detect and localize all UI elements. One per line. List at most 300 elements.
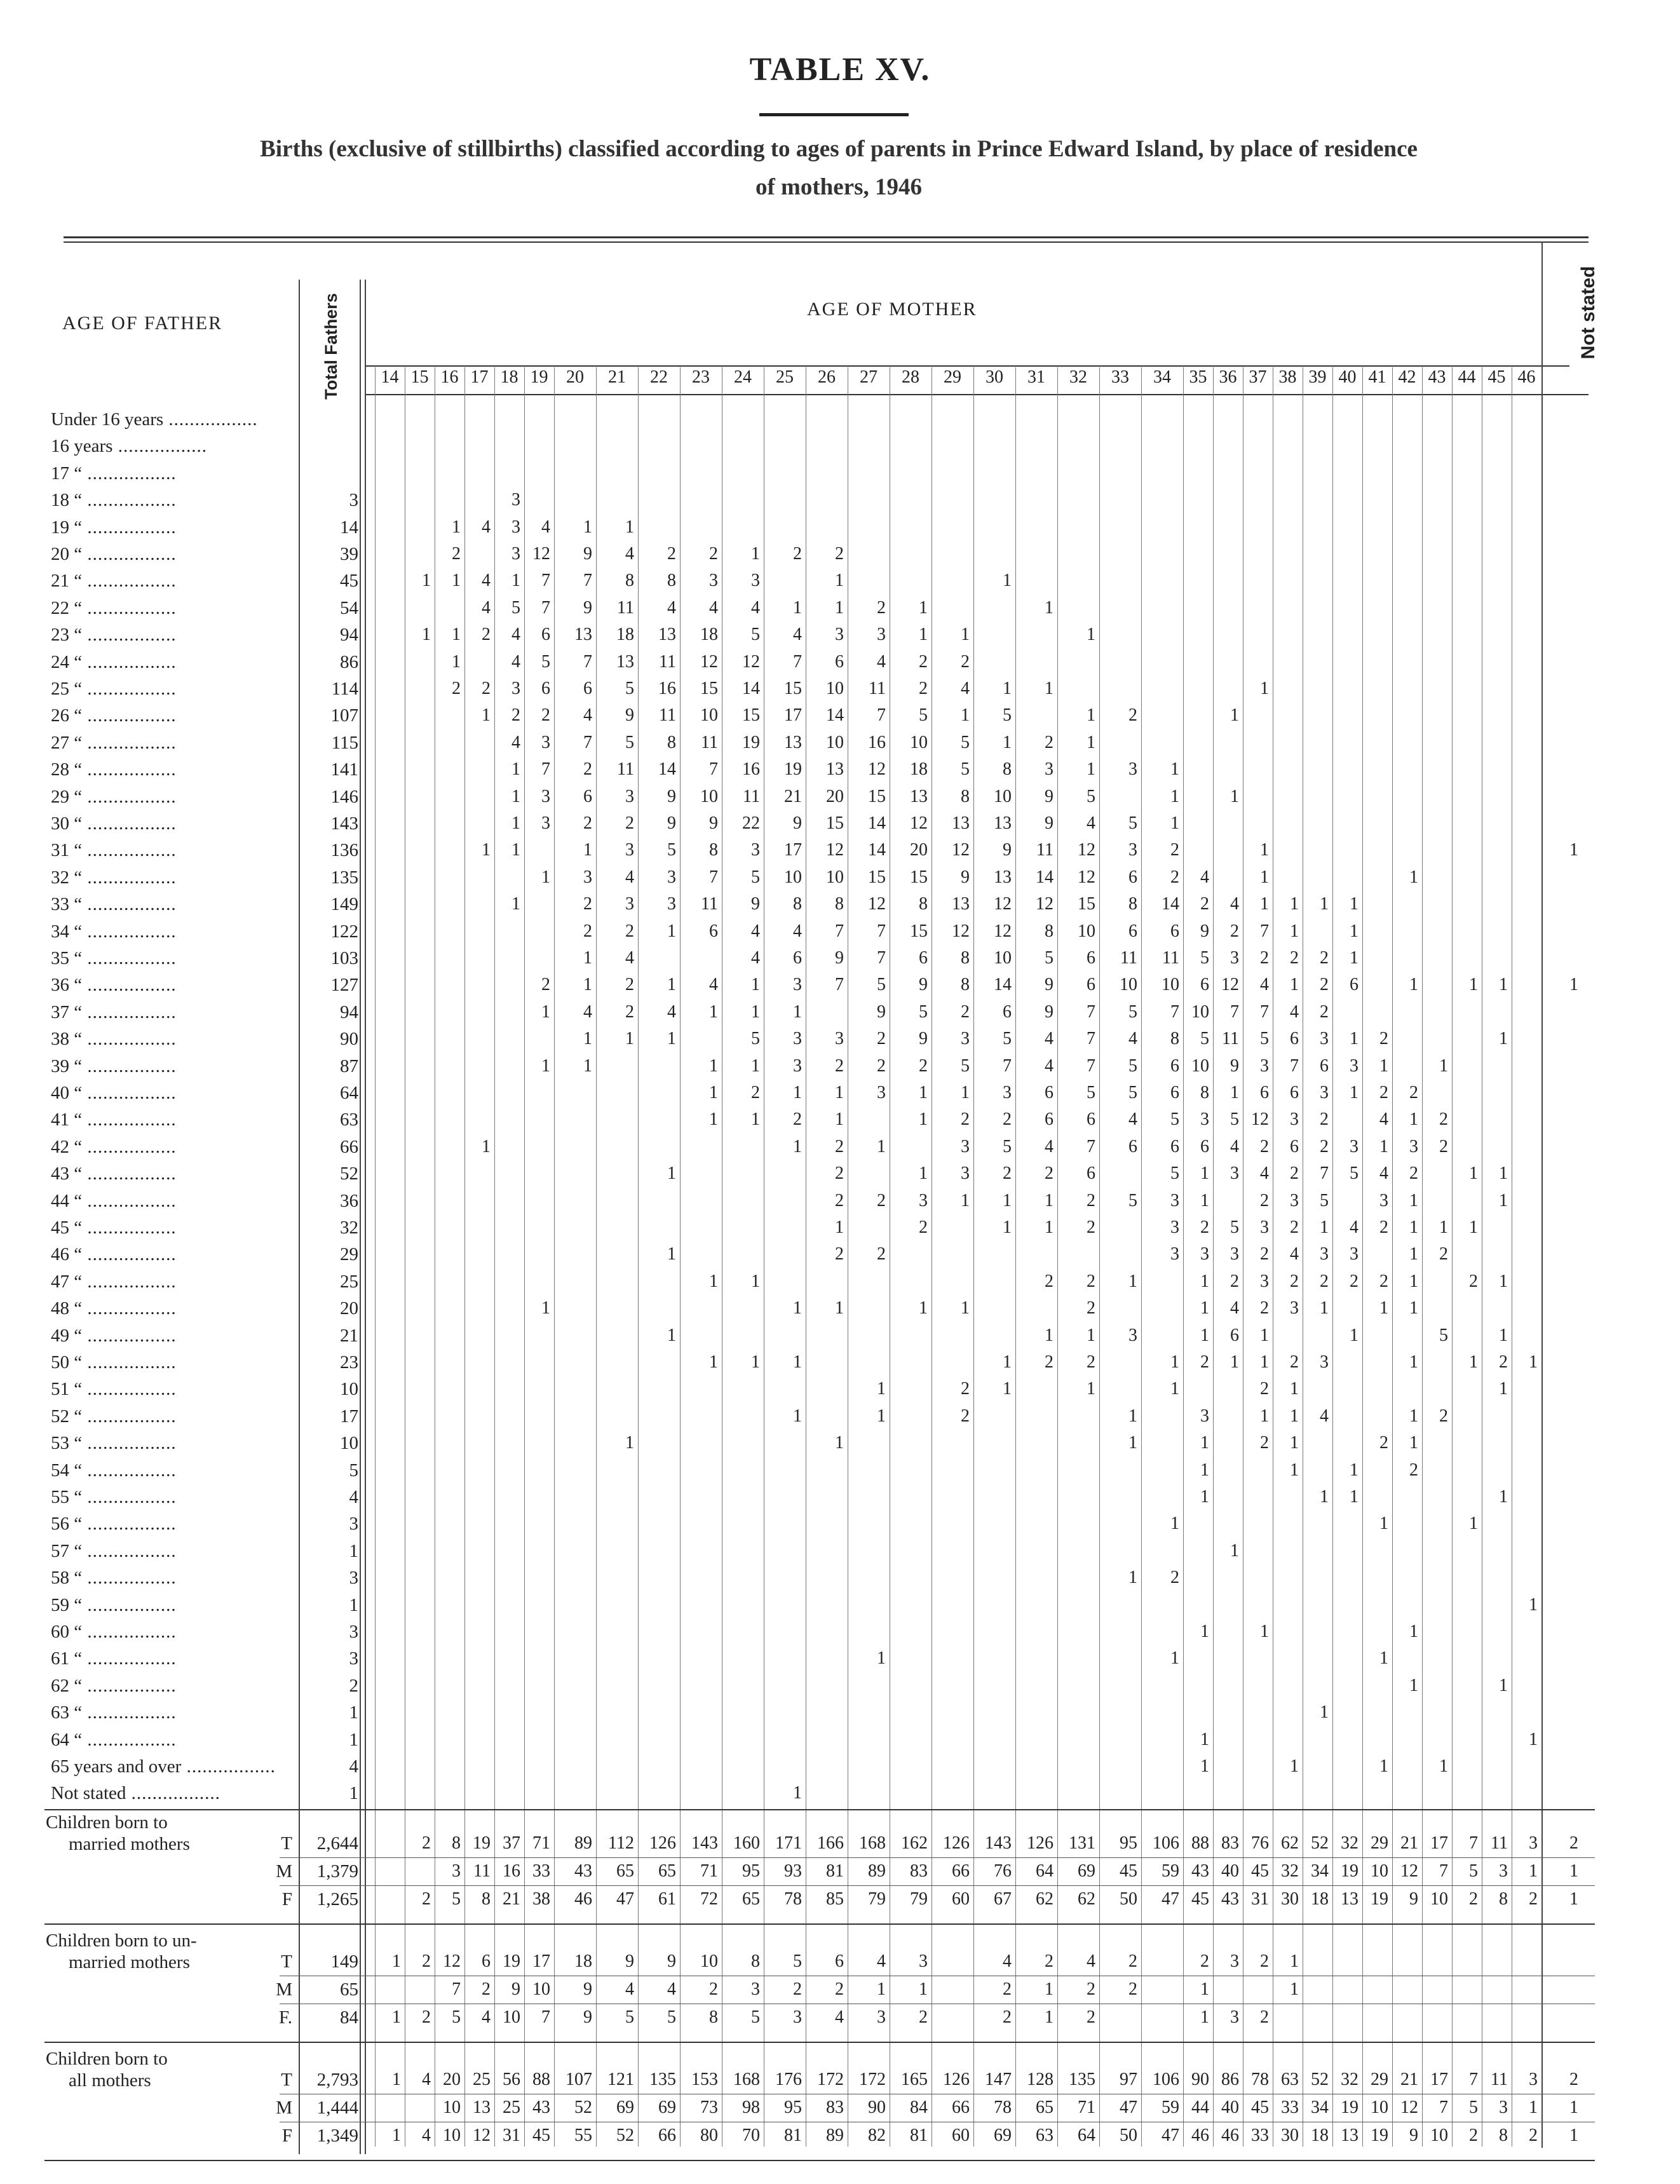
- table-cell: 14: [658, 759, 676, 780]
- table-cell: 6: [835, 651, 844, 672]
- table-cell: 95: [784, 2097, 802, 2117]
- leader-dots: .................: [82, 1029, 177, 1050]
- table-cell: 2: [877, 1055, 886, 1076]
- table-cell: 12: [1400, 1861, 1418, 1881]
- table-cell: 3: [1128, 759, 1137, 780]
- total-fathers-cell: 14: [340, 517, 358, 538]
- table-cell: 1: [1170, 1379, 1179, 1399]
- table-cell: 2: [919, 651, 928, 672]
- table-cell: 2: [625, 975, 634, 995]
- table-cell: 2: [541, 705, 550, 726]
- table-cell: 1: [1379, 1648, 1388, 1669]
- table-cell: 2: [1469, 1889, 1478, 1909]
- table-cell: 5: [452, 1889, 461, 1909]
- table-cell: 9: [583, 597, 592, 618]
- table-cell: 2: [1200, 1217, 1209, 1237]
- table-cell-not-stated: 1: [1569, 2097, 1578, 2117]
- father-age-text: 39 “: [51, 1055, 83, 1076]
- table-cell: 8: [667, 571, 676, 591]
- table-cell: 79: [910, 1889, 928, 1909]
- table-cell: 2: [1439, 1109, 1448, 1130]
- table-cell: 1: [1350, 921, 1358, 941]
- table-cell: 10: [1430, 1889, 1448, 1909]
- table-cell: 15: [700, 679, 718, 698]
- table-cell: 10: [443, 2125, 461, 2145]
- table-cell: 1: [751, 1109, 760, 1130]
- table-cell: 9: [919, 975, 928, 995]
- father-age-text: 54 “: [51, 1460, 83, 1481]
- table-cell: 3: [709, 571, 718, 591]
- table-cell: 5: [667, 840, 676, 860]
- mother-age-col-header: 29: [944, 367, 961, 387]
- table-cell: 131: [1069, 1833, 1095, 1853]
- table-cell: 1: [877, 1979, 886, 1999]
- leader-dots: .................: [82, 1514, 177, 1535]
- table-cell: 4: [1200, 867, 1209, 887]
- table-cell: 168: [733, 2069, 760, 2089]
- total-fathers-cell: 1: [349, 1729, 358, 1750]
- table-cell: 1: [625, 517, 634, 537]
- table-cell: 4: [482, 571, 491, 591]
- table-cell: 65: [1036, 2097, 1053, 2117]
- table-cell: 2: [1320, 948, 1329, 968]
- father-age-label: [51, 676, 299, 702]
- table-cell: 3: [751, 840, 760, 860]
- table-cell: 1: [667, 1325, 676, 1345]
- table-cell: 83: [1221, 1833, 1239, 1853]
- table-cell: 2: [751, 1083, 760, 1102]
- table-title: TABLE XV.: [749, 51, 931, 88]
- father-age-text: 65 years and over: [51, 1756, 182, 1777]
- table-cell: 1: [1200, 2007, 1209, 2027]
- table-cell: 1: [1290, 1379, 1299, 1399]
- table-cell: 1: [1045, 597, 1053, 618]
- table-cell: 1: [1003, 1190, 1012, 1211]
- table-cell: 16: [868, 732, 886, 752]
- table-cell: 2: [1379, 1433, 1388, 1453]
- total-fathers-cell: 135: [330, 867, 358, 888]
- table-cell: 11: [701, 894, 718, 914]
- table-cell: 9: [667, 786, 676, 806]
- table-cell: 1: [1320, 1217, 1329, 1237]
- table-cell: 2: [793, 544, 802, 564]
- table-cell: 2: [961, 1109, 970, 1130]
- father-age-text: 51 “: [51, 1379, 83, 1400]
- leader-dots: .................: [82, 894, 177, 915]
- mother-age-col-header: 40: [1338, 367, 1357, 387]
- table-cell: 6: [1350, 975, 1358, 995]
- table-cell: 1: [1087, 1325, 1095, 1345]
- table-cell: 3: [1529, 2069, 1538, 2089]
- table-cell: 4: [709, 975, 718, 995]
- table-cell: 2: [919, 679, 928, 698]
- table-cell: 6: [1045, 1109, 1053, 1130]
- table-cell: 2: [422, 1951, 431, 1971]
- table-cell: 1: [1409, 1675, 1418, 1695]
- total-fathers-cell: 141: [330, 759, 358, 780]
- table-cell: 7: [452, 1979, 461, 1999]
- table-cell: 62: [1281, 1833, 1299, 1853]
- table-cell: 2: [667, 544, 676, 564]
- table-cell: 5: [1200, 948, 1209, 968]
- table-cell: 3: [541, 813, 550, 833]
- table-cell: 3: [625, 786, 634, 806]
- table-cell: 12: [1036, 894, 1053, 914]
- total-fathers-cell: 115: [331, 732, 358, 753]
- table-cell: 1: [1170, 759, 1179, 780]
- father-age-label: [51, 1538, 299, 1564]
- table-cell: 1: [1379, 1756, 1388, 1776]
- table-cell: 1: [667, 975, 676, 995]
- table-cell: 2: [625, 921, 634, 941]
- table-cell: 13: [616, 651, 634, 672]
- table-cell: 2: [835, 1979, 844, 1999]
- table-cell: 9: [709, 813, 718, 833]
- table-cell: 9: [751, 894, 760, 914]
- table-cell: 135: [1069, 2069, 1095, 2089]
- table-cell: 8: [667, 732, 676, 752]
- mother-age-col-header: 23: [692, 367, 710, 387]
- table-cell: 3: [1320, 1083, 1329, 1102]
- table-cell: 1: [392, 2069, 401, 2089]
- table-cell: 162: [901, 1833, 928, 1853]
- table-cell: 17: [1430, 2069, 1448, 2089]
- table-cell: 1: [1409, 1190, 1418, 1211]
- table-cell: 2: [919, 1217, 928, 1237]
- sex-code: F: [281, 1889, 292, 1909]
- table-cell: 4: [625, 544, 634, 564]
- table-cell: 1: [961, 1083, 970, 1102]
- table-cell: 6: [709, 921, 718, 941]
- table-cell: 2: [1290, 1163, 1299, 1184]
- father-age-label: [51, 1754, 299, 1779]
- table-cell: 2: [835, 1136, 844, 1156]
- table-cell: 15: [826, 813, 844, 833]
- total-fathers-cell: 87: [340, 1055, 358, 1076]
- total-fathers-cell: 3: [349, 1648, 358, 1669]
- table-cell: 4: [877, 651, 886, 672]
- table-cell: 6: [1087, 975, 1095, 995]
- table-cell: 1: [511, 571, 520, 591]
- table-cell: 4: [511, 651, 520, 672]
- table-cell: 6: [1290, 1083, 1299, 1102]
- table-cell: 12: [1078, 867, 1095, 887]
- leader-dots: .................: [82, 867, 177, 888]
- father-age-text: 43 “: [51, 1163, 83, 1184]
- father-age-text: 60 “: [51, 1622, 83, 1642]
- father-age-text: 41 “: [51, 1109, 83, 1130]
- table-cell: 8: [919, 894, 928, 914]
- table-cell: 34: [1311, 1861, 1329, 1881]
- table-cell: 9: [625, 1951, 634, 1971]
- table-cell: 1: [709, 1055, 718, 1076]
- father-age-label: [51, 1404, 299, 1429]
- table-cell: 4: [625, 867, 634, 887]
- father-age-text: 37 “: [51, 1001, 83, 1022]
- group-label-line-2: married mothers: [69, 1833, 190, 1854]
- father-age-label: [51, 1592, 299, 1618]
- father-age-label: [51, 1700, 299, 1725]
- table-cell: 82: [868, 2125, 886, 2145]
- father-age-label: [51, 703, 299, 728]
- mother-age-col-header: 37: [1249, 367, 1267, 387]
- table-cell: 1: [1350, 1487, 1358, 1507]
- father-age-text: 49 “: [51, 1325, 83, 1346]
- total-fathers-cell: 20: [340, 1298, 358, 1319]
- table-cell: 1: [1260, 1622, 1269, 1641]
- table-cell: 7: [541, 571, 550, 591]
- table-cell: 5: [1128, 1083, 1137, 1102]
- table-cell: 9: [961, 867, 970, 887]
- table-cell: 2: [1409, 1163, 1418, 1184]
- table-cell: 10: [826, 679, 844, 698]
- table-cell: 1: [1350, 948, 1358, 968]
- table-cell: 3: [511, 679, 520, 698]
- table-cell: 32: [1281, 1861, 1299, 1881]
- father-age-label: [51, 515, 299, 540]
- table-cell: 1: [1260, 679, 1269, 698]
- mother-header-rule: [365, 365, 1569, 367]
- table-cell: 1: [751, 975, 760, 995]
- mother-age-col-header: 31: [1027, 367, 1045, 387]
- table-cell: 2: [877, 1029, 886, 1049]
- table-cell: 7: [1290, 1055, 1299, 1076]
- table-cell: 6: [919, 948, 928, 968]
- mother-age-col-header: 42: [1398, 367, 1416, 387]
- table-cell: 18: [700, 625, 718, 645]
- table-cell-not-stated: 1: [1569, 1889, 1578, 1909]
- table-cell: 14: [994, 975, 1012, 995]
- table-cell: 2: [1379, 1083, 1388, 1102]
- group-total-cell: 1,379: [316, 1861, 358, 1882]
- table-cell: 3: [667, 894, 676, 914]
- table-cell: 3: [1200, 1244, 1209, 1265]
- table-cell: 69: [1078, 1861, 1095, 1881]
- father-age-text: 50 “: [51, 1352, 83, 1373]
- father-age-label: [51, 649, 299, 675]
- leader-dots: .................: [163, 409, 258, 430]
- table-cell: 59: [1162, 1861, 1179, 1881]
- table-cell: 1: [482, 840, 491, 860]
- table-cell: 98: [742, 2097, 760, 2117]
- table-cell: 1: [877, 1379, 886, 1399]
- table-cell: 1: [1290, 1979, 1299, 1999]
- table-cell: 1: [541, 1055, 550, 1076]
- table-cell: 1: [1469, 1514, 1478, 1534]
- table-cell: 1: [667, 921, 676, 941]
- father-age-label: [51, 838, 299, 863]
- table-cell: 1: [625, 1433, 634, 1453]
- sex-code: M: [276, 1979, 292, 2000]
- table-cell: 2: [1170, 867, 1179, 887]
- table-cell: 2: [1087, 2007, 1095, 2027]
- table-cell: 2: [1045, 1352, 1053, 1372]
- table-cell: 2: [1230, 1271, 1239, 1291]
- table-cell: 66: [658, 2125, 676, 2145]
- table-cell: 2: [1170, 1568, 1179, 1588]
- table-cell: 1: [1230, 1352, 1239, 1372]
- table-cell: 8: [1128, 894, 1137, 914]
- table-cell: 47: [616, 1889, 634, 1909]
- mother-age-col-header: 28: [902, 367, 919, 387]
- mother-age-col-header: 38: [1278, 367, 1297, 387]
- table-cell: 4: [482, 597, 491, 618]
- table-cell: 5: [961, 732, 970, 752]
- table-cell: 3: [625, 894, 634, 914]
- table-cell: 33: [1251, 2125, 1269, 2145]
- table-cell: 40: [1221, 2097, 1239, 2117]
- table-cell: 3: [1320, 1352, 1329, 1372]
- father-age-label: [51, 1619, 299, 1645]
- table-cell: 2: [1003, 1109, 1012, 1130]
- father-age-label: [51, 1054, 299, 1079]
- table-cell: 1: [1200, 1729, 1209, 1749]
- table-cell: 70: [742, 2125, 760, 2145]
- father-age-label: [51, 1458, 299, 1483]
- table-cell: 2: [625, 1001, 634, 1022]
- table-cell: 1: [1128, 1568, 1137, 1588]
- table-cell: 1: [1045, 679, 1053, 698]
- table-cell: 4: [1230, 1298, 1239, 1319]
- total-fathers-cell: 25: [340, 1271, 358, 1292]
- table-cell-not-stated: 2: [1569, 1833, 1578, 1853]
- table-cell: 66: [952, 1861, 970, 1881]
- table-cell: 3: [877, 2007, 886, 2027]
- table-cell: 1: [1439, 1756, 1448, 1776]
- table-cell: 5: [1469, 2097, 1478, 2117]
- table-cell: 4: [1230, 1136, 1239, 1156]
- table-cell: 13: [658, 625, 676, 645]
- father-age-text: 40 “: [51, 1083, 83, 1103]
- table-cell: 1: [793, 1083, 802, 1102]
- table-cell: 4: [625, 948, 634, 968]
- father-age-label: [51, 811, 299, 836]
- table-cell-not-stated: 2: [1569, 2069, 1578, 2089]
- table-cell: 3: [1290, 1109, 1299, 1130]
- table-cell: 84: [910, 2097, 928, 2117]
- table-cell: 2: [1003, 2007, 1012, 2027]
- table-cell: 1: [1409, 1298, 1418, 1319]
- table-cell: 45: [1251, 1861, 1269, 1881]
- leader-dots: .................: [82, 1217, 177, 1238]
- table-cell: 11: [1120, 948, 1137, 968]
- table-cell: 11: [617, 597, 634, 618]
- table-cell: 2: [1045, 732, 1053, 752]
- table-cell: 3: [1128, 1325, 1137, 1345]
- table-cell: 8: [835, 894, 844, 914]
- table-cell: 3: [1409, 1136, 1418, 1156]
- leader-dots: .................: [82, 1460, 177, 1481]
- table-cell: 1: [1200, 1190, 1209, 1211]
- total-fathers-cell: 54: [340, 597, 358, 618]
- table-cell: 2: [482, 679, 491, 698]
- table-cell: 8: [625, 571, 634, 591]
- table-cell: 12: [1221, 975, 1239, 995]
- table-cell: 4: [1045, 1055, 1053, 1076]
- total-fathers-cell: 45: [340, 571, 358, 592]
- table-cell: 13: [952, 813, 970, 833]
- group-total-cell: 1,265: [316, 1889, 358, 1909]
- table-cell: 10: [1371, 2097, 1388, 2117]
- table-cell: 2: [1379, 1217, 1388, 1237]
- father-age-label: [51, 1646, 299, 1671]
- table-cell: 4: [1260, 975, 1269, 995]
- table-cell: 2: [1260, 948, 1269, 968]
- table-cell: 2: [709, 544, 718, 564]
- total-fathers-cell: 3: [349, 1514, 358, 1535]
- table-cell: 4: [422, 2069, 431, 2089]
- table-cell: 1: [1529, 2097, 1538, 2117]
- group-total-cell: 84: [340, 2007, 358, 2028]
- table-cell: 9: [877, 1001, 886, 1022]
- table-cell: 3: [1230, 2007, 1239, 2027]
- table-cell: 5: [1087, 786, 1095, 806]
- table-cell: 8: [793, 894, 802, 914]
- table-cell: 20: [826, 786, 844, 806]
- total-fathers-cell: 4: [349, 1756, 358, 1777]
- table-cell: 9: [511, 1979, 520, 1999]
- table-cell: 71: [532, 1833, 550, 1853]
- table-cell: 12: [826, 840, 844, 860]
- table-cell: 95: [742, 1861, 760, 1881]
- father-age-label: [51, 1107, 299, 1132]
- table-cell: 6: [1087, 1109, 1095, 1130]
- total-fathers-cell: 146: [330, 786, 358, 807]
- table-cell: 2: [1087, 1271, 1095, 1291]
- table-cell: 2: [1260, 1379, 1269, 1399]
- table-cell: 1: [1260, 840, 1269, 860]
- leader-dots: .................: [181, 1756, 276, 1777]
- table-cell: 5: [793, 1951, 802, 1971]
- table-cell: 9: [1003, 840, 1012, 860]
- table-cell: 3: [751, 571, 760, 591]
- table-cell: 4: [1003, 1951, 1012, 1971]
- table-cell: 32: [1341, 1833, 1358, 1853]
- total-fathers-cell: 86: [340, 651, 358, 672]
- table-cell: 13: [574, 625, 592, 645]
- table-cell: 10: [1191, 1055, 1209, 1076]
- table-cell: 43: [1221, 1889, 1239, 1909]
- table-cell: 1: [1409, 1433, 1418, 1453]
- table-cell: 10: [910, 732, 928, 752]
- table-cell: 1: [1260, 1352, 1269, 1372]
- table-cell: 1: [1529, 1861, 1538, 1881]
- table-cell: 128: [1027, 2069, 1053, 2089]
- table-cell: 3: [793, 975, 802, 995]
- table-cell: 10: [994, 948, 1012, 968]
- table-cell: 1: [1170, 1352, 1179, 1372]
- table-cell: 172: [859, 2069, 886, 2089]
- table-cell: 47: [1120, 2097, 1137, 2117]
- table-cell: 5: [1200, 1029, 1209, 1049]
- table-cell: 7: [583, 732, 592, 752]
- table-cell: 18: [1311, 1889, 1329, 1909]
- table-cell: 10: [994, 786, 1012, 806]
- table-cell: 2: [1260, 1951, 1269, 1971]
- table-cell: 2: [877, 1244, 886, 1265]
- table-cell: 7: [1087, 1029, 1095, 1049]
- table-cell: 8: [482, 1889, 491, 1909]
- table-cell: 2: [482, 1979, 491, 1999]
- table-cell: 112: [608, 1833, 634, 1853]
- table-cell: 64: [1036, 1861, 1053, 1881]
- total-fathers-cell: 1: [349, 1783, 358, 1804]
- table-cell: 1: [1200, 1163, 1209, 1184]
- table-cell: 1: [1320, 1702, 1329, 1723]
- table-cell: 1: [541, 1001, 550, 1022]
- table-cell: 1: [541, 867, 550, 887]
- table-cell: 1: [1409, 1271, 1418, 1291]
